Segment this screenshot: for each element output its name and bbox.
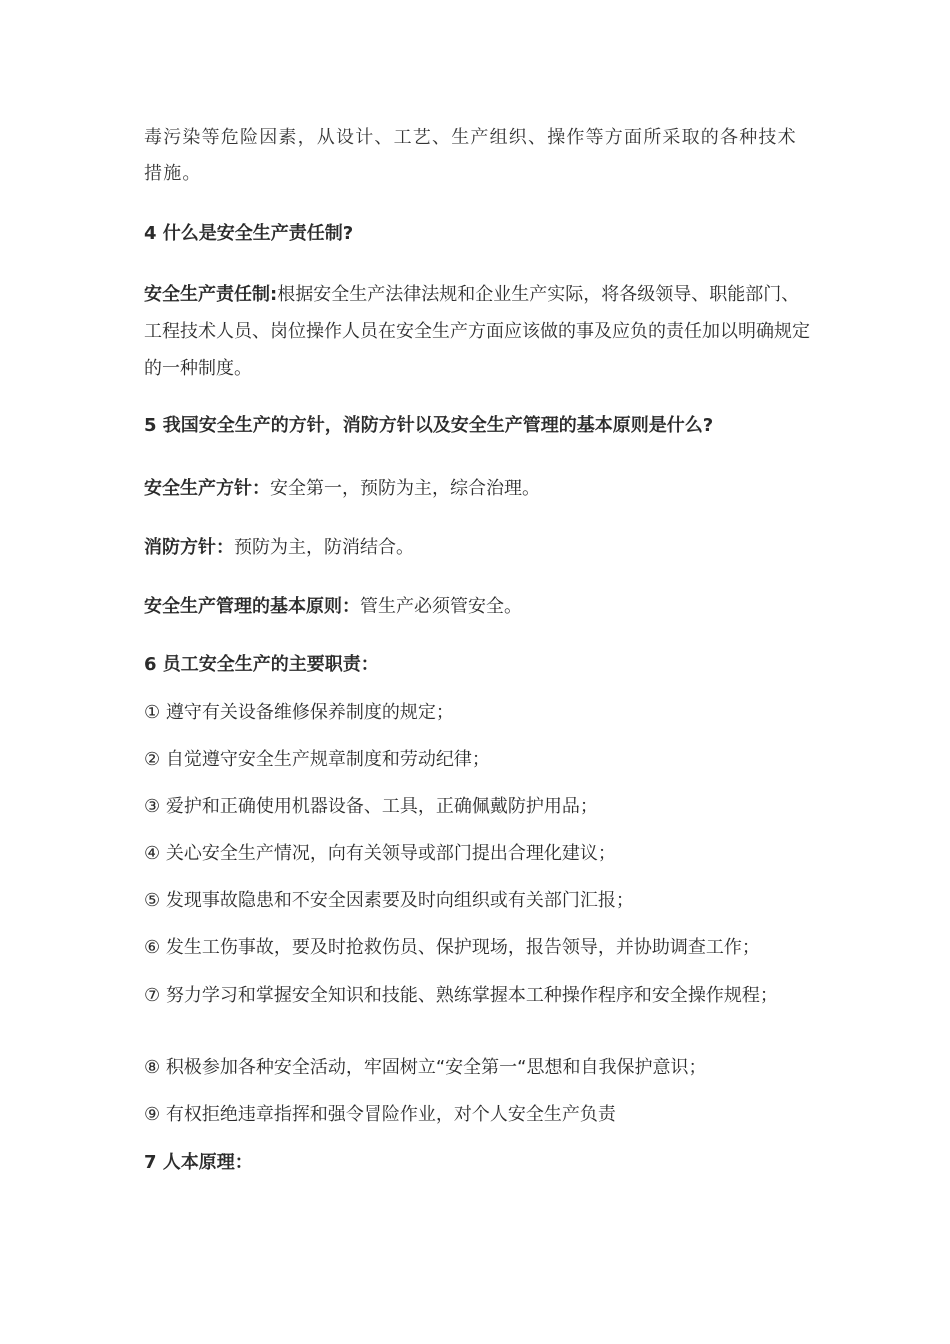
policy-term: 消防方针 — [144, 537, 216, 558]
section-6-heading: 6 员工安全生产的主要职责： — [144, 654, 379, 675]
duty-list-item: ⑤ 发现事故隐患和不安全因素要及时向组织或有关部门汇报； — [144, 890, 634, 911]
duty-list-item: ⑨ 有权拒绝违章指挥和强令冒险作业，对个人安全生产负责 — [144, 1104, 616, 1125]
policy-term: 安全生产方针 — [144, 478, 252, 499]
policy-colon: ： — [342, 596, 360, 617]
duty-list-item: ① 遵守有关设备维修保养制度的规定； — [144, 702, 454, 723]
duty-list-item: ③ 爱护和正确使用机器设备、工具，正确佩戴防护用品； — [144, 796, 598, 817]
policy-text: 管生产必须管安全。 — [360, 596, 522, 617]
policy-text: 预防为主，防消结合。 — [234, 537, 414, 558]
section-5-heading: 5 我国安全生产的方针，消防方针以及安全生产管理的基本原则是什么? — [144, 415, 714, 436]
duty-list-item: ④ 关心安全生产情况，向有关领导或部门提出合理化建议； — [144, 843, 616, 864]
section-4-heading: 4 什么是安全生产责任制? — [144, 223, 354, 244]
duty-list-item: ② 自觉遵守安全生产规章制度和劳动纪律； — [144, 749, 490, 770]
policy-management-principle — [144, 588, 812, 625]
policy-colon: ： — [216, 537, 234, 558]
intro-paragraph: 毒污染等危险因素，从设计、工艺、生产组织、操作等方面所采取的各种技术措施。 — [144, 127, 797, 184]
definition-body: 根据安全生产法律法规和企业生产实际，将各级领导、职能部门、工程技术人员、岗位操作人员在安全生产方面应该做的事及应负的责任加以明确规定的一种制度。 — [144, 284, 810, 379]
duty-list-item: ⑧ 积极参加各种安全活动，牢固树立“安全第一“思想和自我保护意识； — [144, 1057, 707, 1078]
duty-list-item: ⑥ 发生工伤事故，要及时抢救伤员、保护现场，报告领导，并协助调查工作； — [144, 937, 760, 958]
definition-term: 安全生产责任制: — [144, 284, 278, 305]
policy-colon: ： — [252, 478, 270, 499]
section-7-heading: 7 人本原理： — [144, 1152, 253, 1173]
duty-list-item: ⑦ 努力学习和掌握安全知识和技能、熟练掌握本工种操作程序和安全操作规程； — [144, 985, 778, 1006]
policy-term: 安全生产管理的基本原则 — [144, 596, 342, 617]
policy-text: 安全第一，预防为主，综合治理。 — [270, 478, 540, 499]
policy-fire-protection — [144, 529, 812, 566]
policy-safety-production — [144, 470, 812, 507]
section-4-paragraph — [144, 276, 812, 387]
